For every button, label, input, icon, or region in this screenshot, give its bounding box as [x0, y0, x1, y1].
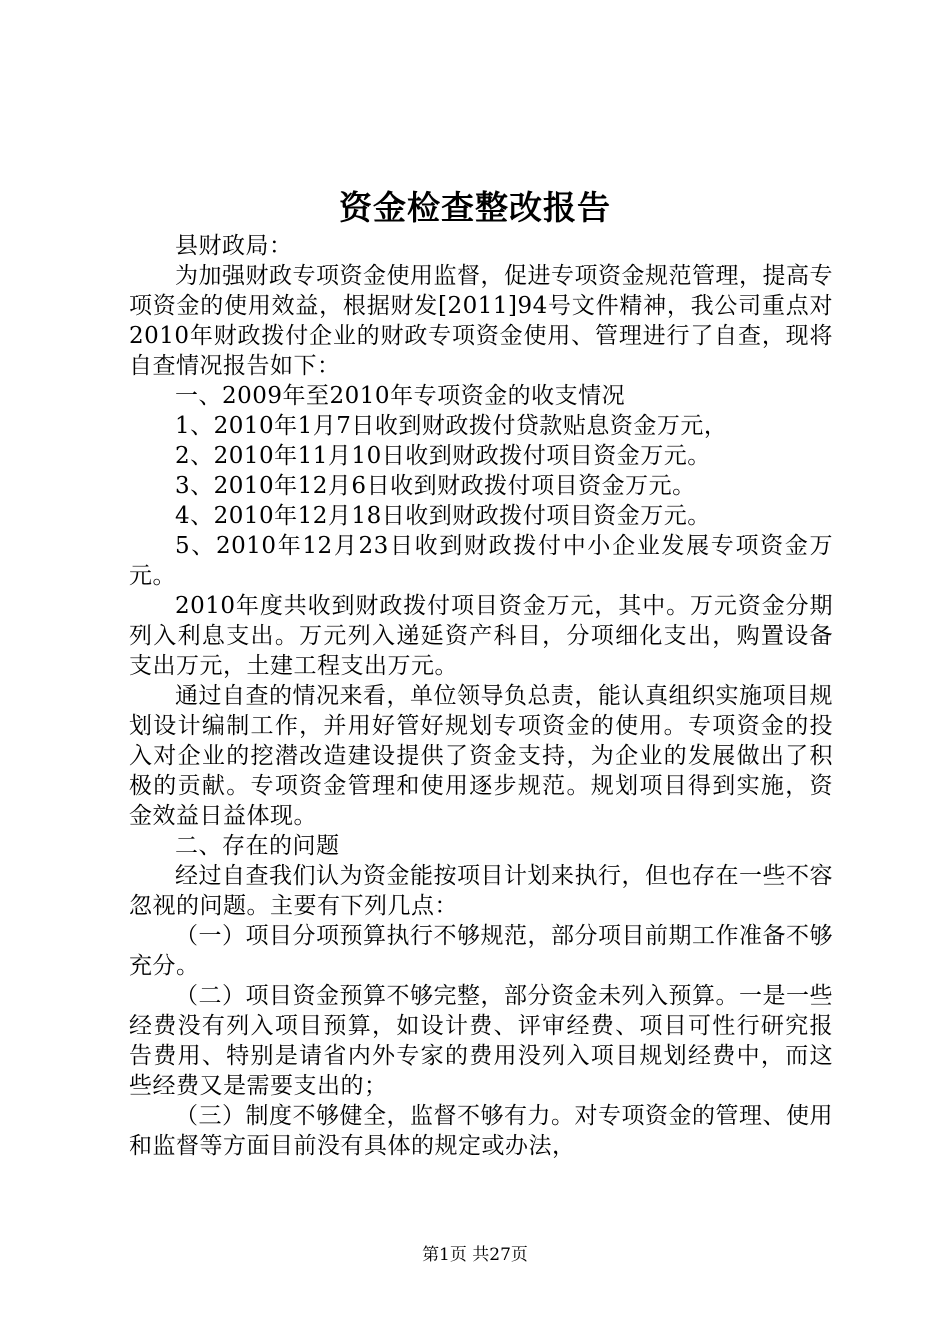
document-body	[129, 231, 833, 1161]
section-heading-2: 二、存在的问题	[175, 833, 340, 859]
problem-item-2: （二）项目资金预算不够完整，部分资金未列入预算。一是一些经费没有列入项目预算，如设计费、评审经费、项目可性行研究报告费用、特别是请省内外专家的费用没列入项目规划经费中，而这些经费又是需要支出的；	[129, 983, 833, 1099]
section-heading-1: 一、2009年至2010年专项资金的收支情况	[175, 383, 626, 409]
assessment-paragraph: 通过自查的情况来看，单位领导负总责，能认真组织实施项目规划设计编制工作，并用好管好规划专项资金的使用。专项资金的投入对企业的挖潜改造建设提供了资金支持，为企业的发展做出了积极的贡献。专项资金管理和使用逐步规范。规划项目得到实施，资金效益日益体现。	[129, 683, 833, 829]
salutation: 县财政局：	[175, 233, 293, 259]
problem-item-1: （一）项目分项预算执行不够规范，部分项目前期工作准备不够充分。	[129, 923, 833, 979]
list-item-2: 2、2010年11月10日收到财政拨付项目资金万元。	[175, 443, 711, 469]
intro-paragraph: 为加强财政专项资金使用监督，促进专项资金规范管理，提高专项资金的使用效益，根据财发[2011]94号文件精神，我公司重点对2010年财政拨付企业的财政专项资金使用、管理进行了自查，现将自查情况报告如下：	[129, 263, 833, 379]
problems-intro-paragraph: 经过自查我们认为资金能按项目计划来执行，但也存在一些不容忽视的问题。主要有下列几点：	[129, 863, 833, 919]
list-item-1: 1、2010年1月7日收到财政拨付贷款贴息资金万元，	[175, 413, 728, 439]
problem-item-3: （三）制度不够健全，监督不够有力。对专项资金的管理、使用和监督等方面目前没有具体的规定或办法，	[129, 1103, 833, 1159]
list-item-5: 5、2010年12月23日收到财政拨付中小企业发展专项资金万元。	[129, 533, 833, 589]
page-footer: 第1页 共27页	[422, 1245, 528, 1265]
list-item-4: 4、2010年12月18日收到财政拨付项目资金万元。	[175, 503, 711, 529]
list-item-3: 3、2010年12月6日收到财政拨付项目资金万元。	[175, 473, 696, 499]
document-title: 资金检查整改报告	[339, 188, 611, 227]
summary-paragraph: 2010年度共收到财政拨付项目资金万元，其中。万元资金分期列入利息支出。万元列入递延资产科目，分项细化支出，购置设备支出万元，土建工程支出万元。	[129, 593, 833, 679]
